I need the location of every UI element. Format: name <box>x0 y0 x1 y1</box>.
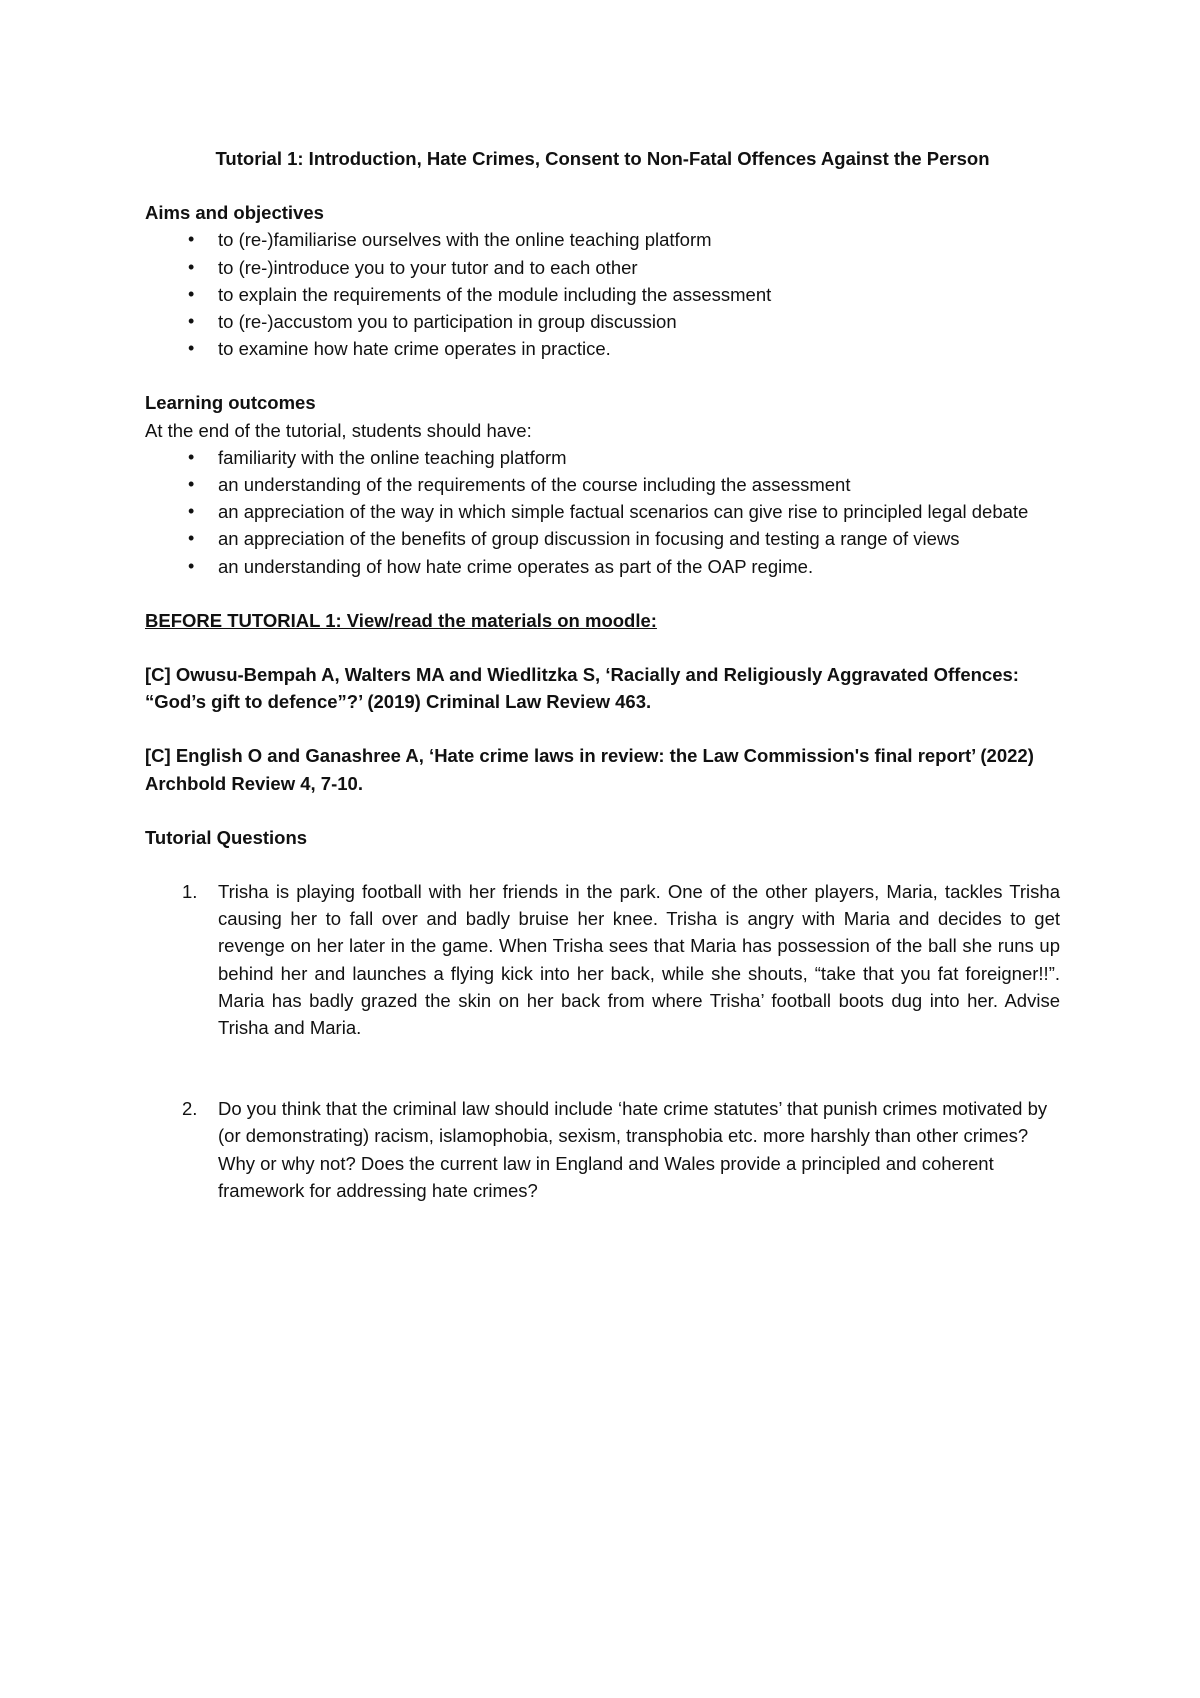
question-item <box>145 1095 1060 1204</box>
questions-list <box>145 878 1060 1204</box>
outcomes-item: • an understanding of the requirements of the course including the assessment <box>145 471 1060 498</box>
reading-reference: [C] English O and Ganashree A, ‘Hate crime laws in review: the Law Commission's final report’ (2022) Archbold Review 4, 7-10. <box>145 745 1034 794</box>
document-content <box>145 145 1060 1204</box>
outcomes-list <box>145 444 1060 580</box>
question-item <box>145 878 1060 1041</box>
aims-item: • to explain the requirements of the module including the assessment <box>145 281 1060 308</box>
aims-item: • to (re-)accustom you to participation in group discussion <box>145 308 1060 335</box>
outcomes-intro: At the end of the tutorial, students should have: <box>145 419 532 441</box>
question-text: Trisha is playing football with her friends in the park. One of the other players, Maria, tackles Trisha causing her to fall over and badly bruise her knee. Trisha is angry with Maria and decides to get revenge on her later in the game. When Trisha sees that Maria has possession of the ball she runs up behind her and launches a flying kick into her back, while she shouts, “take that you fat foreigner!!”. Maria has badly grazed the skin on her back from where Trisha’ football boots dug into her. Advise Trisha and Maria. <box>218 881 1060 1039</box>
reading-reference: [C] Owusu-Bempah A, Walters MA and Wiedlitzka S, ‘Racially and Religiously Aggravated Offences: “God’s gift to defence”?’ (2019) Criminal Law Review 463. <box>145 664 1019 713</box>
aims-item: • to (re-)familiarise ourselves with the online teaching platform <box>145 226 1060 253</box>
outcomes-heading: Learning outcomes <box>145 392 316 414</box>
question-number: 1. <box>182 881 198 903</box>
aims-heading: Aims and objectives <box>145 202 324 224</box>
outcomes-item: • an appreciation of the way in which simple factual scenarios can give rise to principled legal debate <box>145 498 1060 525</box>
outcomes-item: • familiarity with the online teaching platform <box>145 444 1060 471</box>
aims-list <box>145 226 1060 362</box>
before-tutorial-heading: BEFORE TUTORIAL 1: View/read the materials on moodle: <box>145 609 657 631</box>
question-text: Do you think that the criminal law should include ‘hate crime statutes’ that punish crimes motivated by (or demonstrating) racism, islamophobia, sexism, transphobia etc. more harshly than other crimes? Why or why not? Does the current law in England and Wales provide a principled and coherent framework for addressing hate crimes? <box>218 1098 1048 1201</box>
questions-heading: Tutorial Questions <box>145 826 308 848</box>
document-title: Tutorial 1: Introduction, Hate Crimes, Consent to Non-Fatal Offences Against the Person <box>215 148 990 169</box>
aims-item: • to (re-)introduce you to your tutor and to each other <box>145 254 1060 281</box>
outcomes-item: • an understanding of how hate crime operates as part of the OAP regime. <box>145 553 1060 580</box>
aims-item: • to examine how hate crime operates in practice. <box>145 335 1060 362</box>
outcomes-item: • an appreciation of the benefits of group discussion in focusing and testing a range of views <box>145 525 1060 552</box>
question-number: 2. <box>182 1098 198 1120</box>
